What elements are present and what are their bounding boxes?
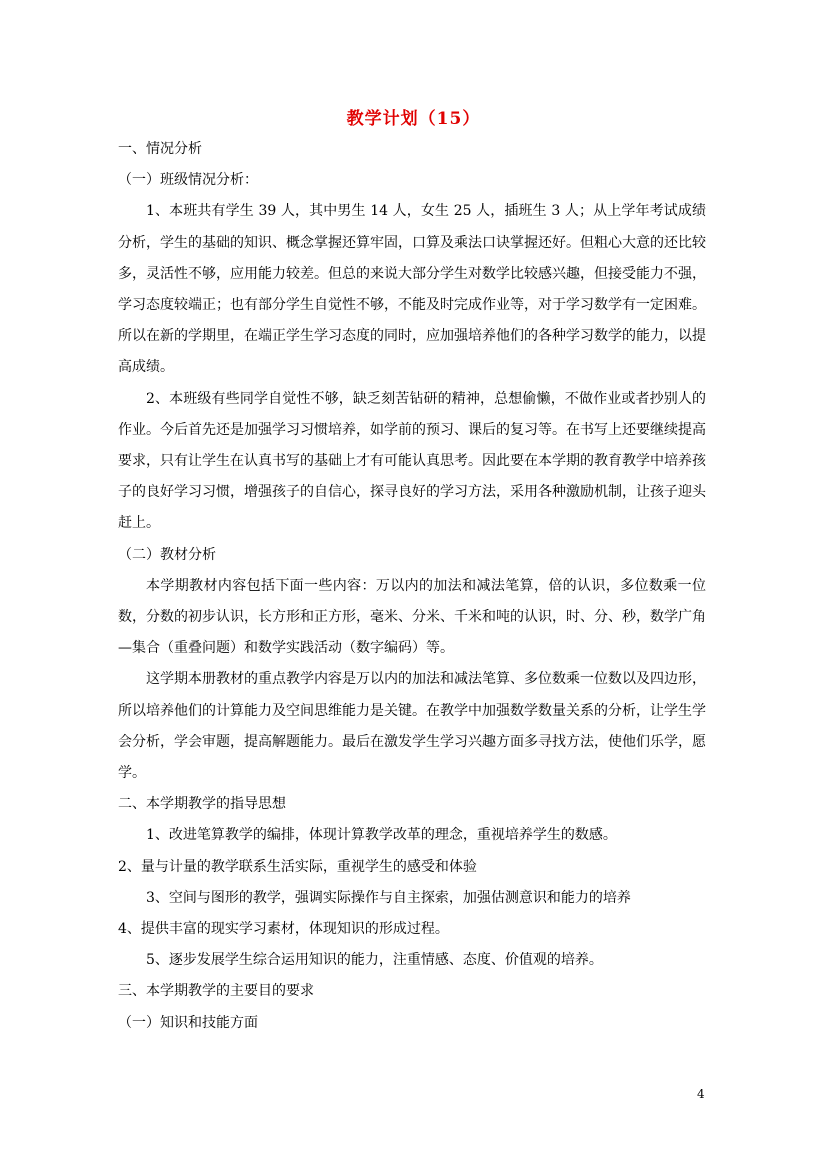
section-heading-3: 三、本学期教学的主要目的要求	[118, 983, 314, 1000]
page-number: 4	[697, 1087, 705, 1101]
guiding-item-2: 2、量与计量的教学联系生活实际，重视学生的感受和体验	[118, 858, 477, 875]
paragraph-textbook-content: 本学期教材内容包括下面一些内容：万以内的加法和减法笔算，倍的认识，多位数乘一位数，分数的初步认识，长方形和正方形，毫米、分米、千米和吨的认识，时、分、秒，数学广角—集合（重叠问题）和数学实践活动（数字编码）等。	[118, 577, 706, 657]
document-title: 教学计划（15）	[346, 109, 481, 129]
subsection-heading-knowledge-skills: （一）知识和技能方面	[118, 1014, 258, 1031]
guiding-item-3: 3、空间与图形的教学，强调实际操作与自主探索，加强估测意识和能力的培养	[146, 889, 631, 906]
document-body	[118, 134, 706, 1039]
guiding-item-4: 4、提供丰富的现实学习素材，体现知识的形成过程。	[118, 921, 449, 938]
paragraph-class-situation-2: 2、本班级有些同学自觉性不够，缺乏刻苦钻研的精神，总想偷懒，不做作业或者抄别人的作业。今后首先还是加强学习习惯培养，如学前的预习、课后的复习等。在书写上还要继续提高要求，只有让学生在认真书写的基础上才有可能认真思考。因此要在本学期的教育教学中培养孩子的良好学习习惯，增强孩子的自信心，探寻良好的学习方法，采用各种激励机制，让孩子迎头赶上。	[118, 390, 706, 532]
guiding-item-1: 1、改进笔算教学的编排，体现计算教学改革的理念，重视培养学生的数感。	[146, 827, 617, 844]
section-heading-2: 二、本学期教学的指导思想	[118, 796, 286, 813]
guiding-item-5: 5、逐步发展学生综合运用知识的能力，注重情感、态度、价值观的培养。	[146, 952, 603, 969]
paragraph-class-situation-1: 1、本班共有学生 39 人，其中男生 14 人，女生 25 人，插班生 3 人；从上学年考试成绩分析，学生的基础的知识、概念掌握还算牢固，口算及乘法口诀掌握还好。但粗心大意的还比较多，灵活性不够，应用能力较差。但总的来说大部分学生对数学比较感兴趣，但接受能力不强，学习态度较端正；也有部分学生自觉性不够，不能及时完成作业等，对于学习数学有一定困难。所以在新的学期里，在端正学生学习态度的同时，应加强培养他们的各种学习数学的能力，以提高成绩。	[118, 203, 706, 376]
subsection-heading-textbook-analysis: （二）教材分析	[118, 546, 216, 563]
paragraph-textbook-focus: 这学期本册教材的重点教学内容是万以内的加法和减法笔算、多位数乘一位数以及四边形，所以培养他们的计算能力及空间思维能力是关键。在教学中加强数学数量关系的分析，让学生学会分析，学会审题，提高解题能力。最后在激发学生学习兴趣方面多寻找方法，使他们乐学，愿学。	[118, 671, 706, 782]
section-heading-1: 一、情况分析	[118, 141, 202, 157]
subsection-heading-class-analysis: （一）班级情况分析：	[118, 172, 258, 189]
